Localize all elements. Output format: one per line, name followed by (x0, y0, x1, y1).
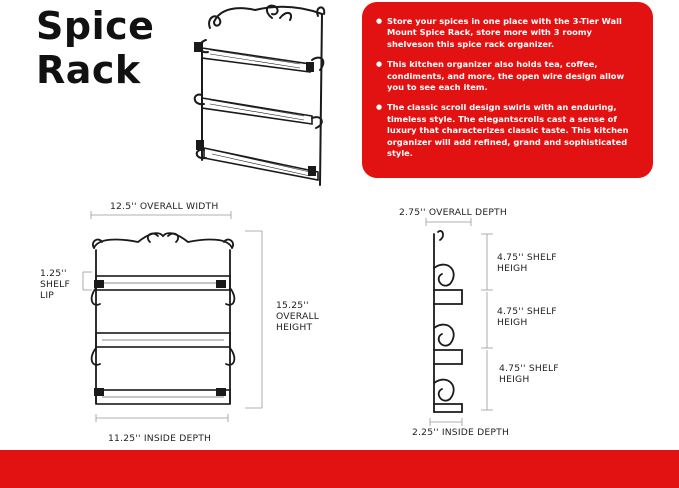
front-inside-depth-label: 11.25'' INSIDE DEPTH (108, 433, 212, 444)
bottom-accent-bar (0, 450, 679, 488)
side-inside-depth-label: 2.25'' INSIDE DEPTH (412, 427, 510, 438)
feature-item-scroll-design: ● The classic scroll design swirls with an enduring, timeless style. The elegantscrolls cast a sense of luxury that characterizes classic taste. This kitchen organizer will add refined, grand and sophisticated style. (376, 102, 641, 159)
shelf-height-label-3: 4.75'' SHELF HEIGH (499, 363, 559, 385)
shelf-height-label-2: 4.75'' SHELF HEIGH (497, 306, 557, 328)
overall-depth-label: 2.75'' OVERALL DEPTH (399, 207, 507, 218)
shelf-lip-label: 1.25'' SHELF LIP (40, 268, 70, 301)
overall-width-label: 12.5'' OVERALL WIDTH (110, 201, 219, 212)
spice-rack-front-view-image (88, 228, 238, 413)
shelf-height-label-1: 4.75'' SHELF HEIGH (497, 252, 557, 274)
feature-item-open-wire: ● This kitchen organizer also holds tea, coffee, condiments, and more, the open wire design allow you to see each item. (376, 59, 641, 93)
spice-rack-side-view-image (426, 228, 472, 418)
overall-height-label: 15.25'' OVERALL HEIGHT (276, 300, 320, 333)
feature-item-storage: ● Store your spices in one place with the 3-Tier Wall Mount Spice Rack, store more with 3 roomy shelveson this spice rack organizer. (376, 16, 641, 50)
title-line-1: Spice (36, 4, 155, 48)
title-line-2: Rack (36, 48, 141, 92)
